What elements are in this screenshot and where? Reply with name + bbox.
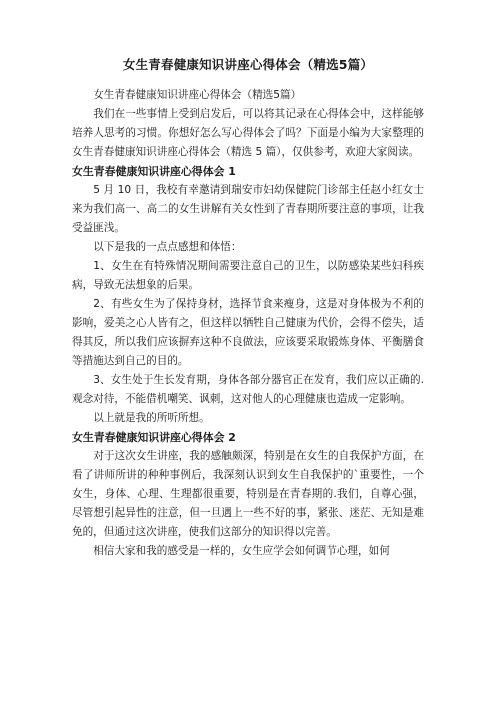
document-title: 女生青春健康知识讲座心得体会（精选5篇） [122, 57, 374, 72]
body-paragraph: 3、女生处于生长发育期，身体各部分器官正在发育，我们应以正确的.观念对待，不能借机嘲笑、讽刺，这对他人的心理健康也造成一定影响。 [72, 374, 424, 405]
section-heading: 女生青春健康知识讲座心得体会 1 [72, 165, 236, 178]
intro-paragraph: 女生青春健康知识讲座心得体会（精选5篇） [93, 89, 302, 101]
document-page [72, 56, 424, 561]
section-heading: 女生青春健康知识讲座心得体会 2 [72, 431, 236, 444]
body-paragraph: 以上就是我的所听所想。 [93, 412, 210, 424]
body-paragraph: 相信大家和我的感受是一样的，女生应学会如何调节心理，如何 [93, 545, 390, 557]
body-paragraph: 2、有些女生为了保持身材，选择节食来瘦身，这是对身体极为不利的影响，爱美之心人皆有之，但这样以牺牲自己健康为代价，会得不偿失，适得其反，所以我们应该摒弃这种不良做法，应该要采取锻炼身体、平衡膳食等措施达到自己的目的。 [72, 298, 424, 367]
intro-paragraph: 我们在一些事情上受到启发后，可以将其记录在心得体会中，这样能够培养人思考的习惯。你想好怎么写心得体会了吗？下面是小编为大家整理的女生青春健康知识讲座心得体会（精选 5 篇），仅供参考，欢迎大家阅读。 [72, 108, 424, 158]
body-paragraph: 以下是我的一点点感想和体悟： [93, 241, 242, 253]
body-paragraph: 对于这次女生讲座，我的感触颇深，特别是在女生的自我保护方面，在看了讲师所讲的种种事例后，我深刻认识到女生自我保护的`重要性，一个女生，身体、心理、生理都很重要，特别是在青春期的.我们，自尊心强，尽管想引起异性的注意，但一旦遇上一些不好的事，紧张、迷茫、无知是难免的，但通过这次讲座，使我们这部分的知识得以完善。 [72, 450, 424, 538]
body-paragraph: 1、女生在有特殊情况期间需要注意自己的卫生，以防感染某些妇科疾病，导致无法想象的后果。 [72, 260, 424, 291]
body-paragraph: 5 月 10 日，我校有幸邀请到瑞安市妇幼保健院门诊部主任赵小红女士来为我们高一、高二的女生讲解有关女性到了青春期所要注意的事项，让我受益匪浅。 [72, 184, 424, 234]
